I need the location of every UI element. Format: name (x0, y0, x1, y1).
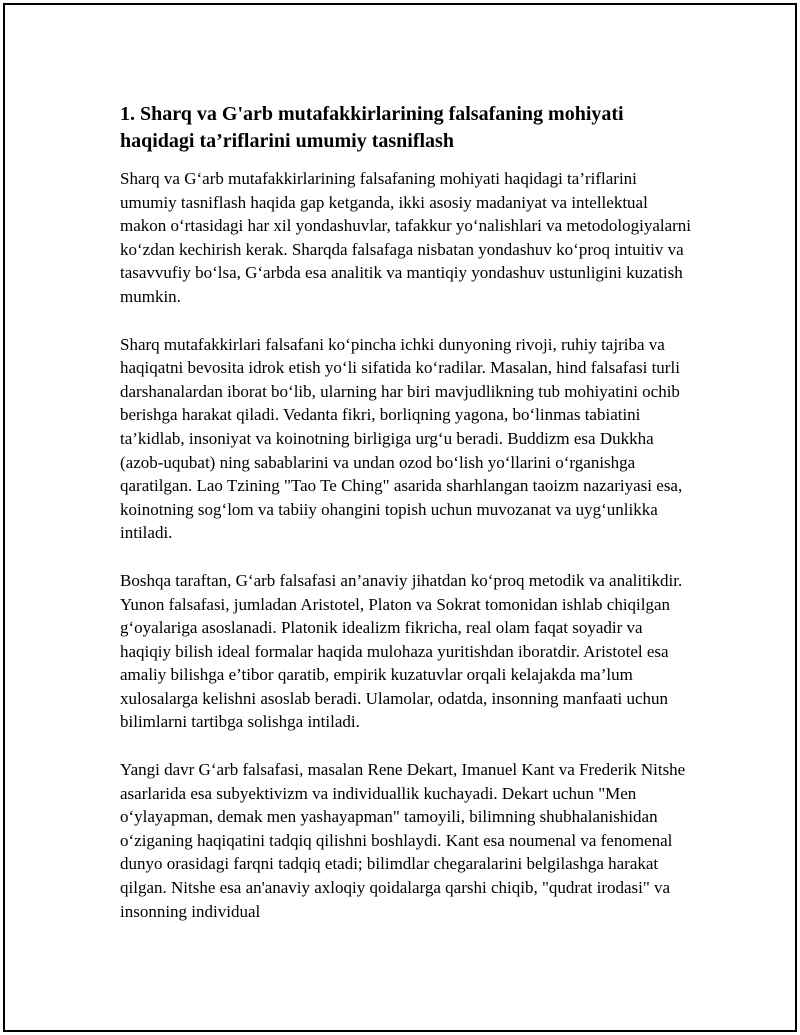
paragraph-3: Boshqa taraftan, G‘arb falsafasi an’anaviy jihatdan ko‘proq metodik va analitikdir. Yunon falsafasi, jumladan Aristotel, Platon va Sokrat tomonidan ishlab chiqilgan g‘oyalariga asoslanadi. Platonik idealizm fikricha, real olam faqat soyadir va haqiqiy bilish ideal formalar haqida mulohaza yuritishdan iboratdir. Aristotel esa amaliy bilishga e’tibor qaratib, empirik kuzatuvlar orqali kelajakda ma’lum xulosalarga kelishni asoslab beradi. Ulamolar, odatda, insonning manfaati uchun bilimlarni tartibga solishga intiladi. (120, 570, 683, 732)
page-frame (3, 3, 797, 1032)
paragraph-4: Yangi davr G‘arb falsafasi, masalan Rene Dekart, Imanuel Kant va Frederik Nitshe asarlarida esa subyektivizm va individuallik kuchayadi. Dekart uchun "Men o‘ylayapman, demak men yashayapman" tamoyili, bilimning shubhalanishidan o‘ziganing haqiqatini tadqiq qilishni boshlaydi. Kant esa noumenal va fenomenal dunyo orasidagi farqni tadqiq etadi; bilimdlar chegaralarini belgilashga harakat qilgan. Nitshe esa an'anaviy axloqiy qoidalarga qarshi chiqib, "qudrat irodasi" va insonning individual (120, 760, 686, 921)
paragraph-2: Sharq mutafakkirlari falsafani ko‘pincha ichki dunyoning rivoji, ruhiy tajriba va haqiqatni bevosita idrok etish yo‘li sifatida ko‘radilar. Masalan, hind falsafasi turli darshanalardan iborat bo‘lib, ularning har biri mavjudlikning tub mohiyatini ochib berishga harakat qiladi. Vedanta fikri, borliqning yagona, bo‘linmas tabiatini ta’kidlab, insoniyat va koinotning birligiga urg‘u beradi. Buddizm esa Dukkha (azob-uqubat) ning sabablarini va undan ozod bo‘lish yo‘llarini o‘rganishga qaratilgan. Lao Tzining "Tao Te Ching" asarida sharhlangan taoizm nazariyasi esa, koinotning sog‘lom va tabiiy ohangini topish uchun muvozanat va uyg‘unlikka intiladi. (120, 334, 683, 543)
section-title: 1. Sharq va G'arb mutafakkirlarining falsafaning mohiyati haqidagi ta’riflarini umumiy tasniflash (120, 103, 624, 152)
document-body (120, 101, 692, 947)
paragraph-1: Sharq va G‘arb mutafakkirlarining falsafaning mohiyati haqidagi ta’riflarini umumiy tasniflash haqida gap ketganda, ikki asosiy madaniyat va intellektual makon o‘rtasidagi har xil yondashuvlar, tafakkur yo‘nalishlari va metodologiyalarni ko‘zdan kechirish kerak. Sharqda falsafaga nisbatan yondashuv ko‘proq intuitiv va tasavvufiy bo‘lsa, G‘arbda esa analitik va mantiqiy yondashuv ustunligini kuzatish mumkin. (120, 169, 692, 306)
